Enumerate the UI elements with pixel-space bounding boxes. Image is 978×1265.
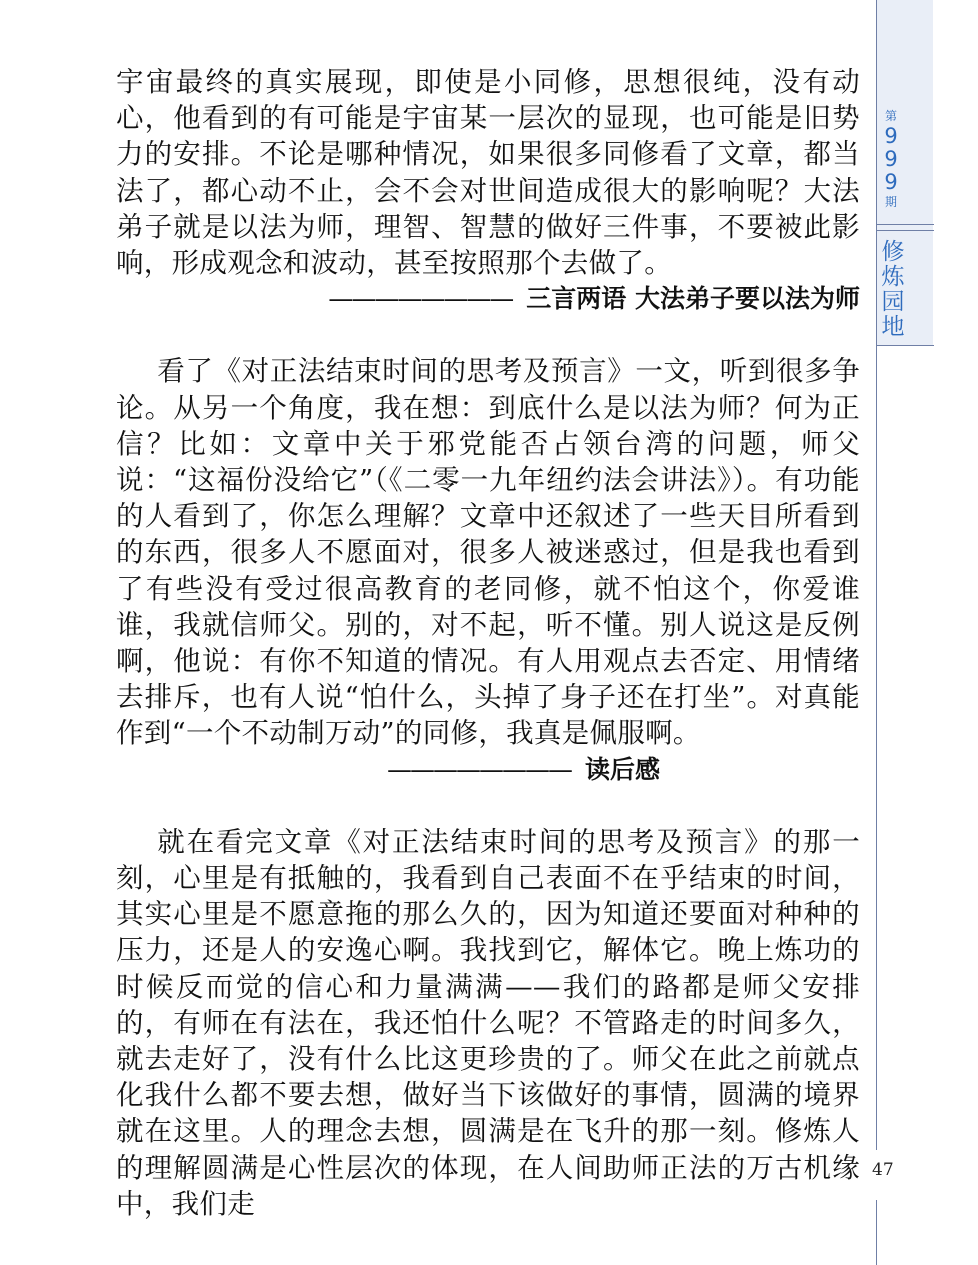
article-body xyxy=(116,64,860,1222)
page-number: 47 xyxy=(872,1160,894,1180)
sidebar-separator-top xyxy=(876,224,934,225)
section-heading-1 xyxy=(116,281,860,317)
column-char: 修 xyxy=(881,239,905,265)
paragraph-section-2: 就在看完文章《对正法结束时间的思考及预言》的那一刻，心里是有抵触的，我看到自己表面不在乎结束的时间，其实心里是不愿意拖的那么久的，因为知道还要面对种种的压力，还是人的安逸心啊。我找到它，解体它。晚上炼功的时候反而觉的信心和力量满满——我们的路都是师父安排的，有师在有法在，我还怕什么呢？不管路走的时间多久，就去走好了，没有什么比这更珍贵的了。师父在此之前就点化我什么都不要去想，做好当下该做好的事情，圆满的境界就在这里。人的理念去想，圆满是在飞升的那一刻。修炼人的理解圆满是心性层次的体现，在人间助师正法的万古机缘中，我们走 xyxy=(116,825,860,1220)
spacer xyxy=(116,788,860,824)
column-char: 炼 xyxy=(881,264,905,290)
sidebar-separator-bottom xyxy=(876,345,934,346)
sidebar-divider-line xyxy=(876,0,877,1150)
section-heading-2 xyxy=(116,752,860,788)
heading-title: 读后感 xyxy=(584,754,660,784)
sidebar-divider-line-bottom xyxy=(876,1200,877,1265)
heading-title: 三言两语 大法弟子要以法为师 xyxy=(526,284,860,314)
column-char: 园 xyxy=(881,289,905,315)
spacer xyxy=(116,317,860,353)
heading-dash: ———————— xyxy=(386,754,571,784)
issue-suffix: 期 xyxy=(884,195,897,209)
sidebar-separator-top-2 xyxy=(876,230,934,231)
issue-prefix: 第 xyxy=(884,109,897,123)
column-name xyxy=(878,240,908,340)
issue-digit: 9 xyxy=(884,124,898,148)
issue-digit: 9 xyxy=(884,147,898,171)
heading-dash: ———————— xyxy=(328,284,513,314)
column-char: 地 xyxy=(881,314,905,340)
issue-number xyxy=(880,108,902,211)
issue-digit: 9 xyxy=(884,170,898,194)
paragraph-section-1: 看了《对正法结束时间的思考及预言》一文，听到很多争论。从另一个角度，我在想：到底什么是以法为师？何为正信？比如：文章中关于邪党能否占领台湾的问题，师父说：“这福份没给它”（《二零一九年纽约法会讲法》）。有功能的人看到了，你怎么理解？文章中还叙述了一些天目所看到的东西，很多人不愿面对，很多人被迷惑过，但是我也看到了有些没有受过很高教育的老同修，就不怕这个，你爱谁谁，我就信师父。别的，对不起，听不懂。别人说这是反例啊，他说：有你不知道的情况。有人用观点去否定、用情绪去排斥，也有人说“怕什么，头掉了身子还在打坐”。对真能作到“一个不动制万动”的同修，我真是佩服啊。 xyxy=(116,355,860,750)
paragraph-continued: 宇宙最终的真实展现，即使是小同修，思想很纯，没有动心，他看到的有可能是宇宙某一层次的显现，也可能是旧势力的安排。不论是哪种情况，如果很多同修看了文章，都当法了，都心动不止，会不会对世间造成很大的影响呢？大法弟子就是以法为师，理智、智慧的做好三件事，不要被此影响，形成观念和波动，甚至按照那个去做了。 xyxy=(116,66,860,280)
